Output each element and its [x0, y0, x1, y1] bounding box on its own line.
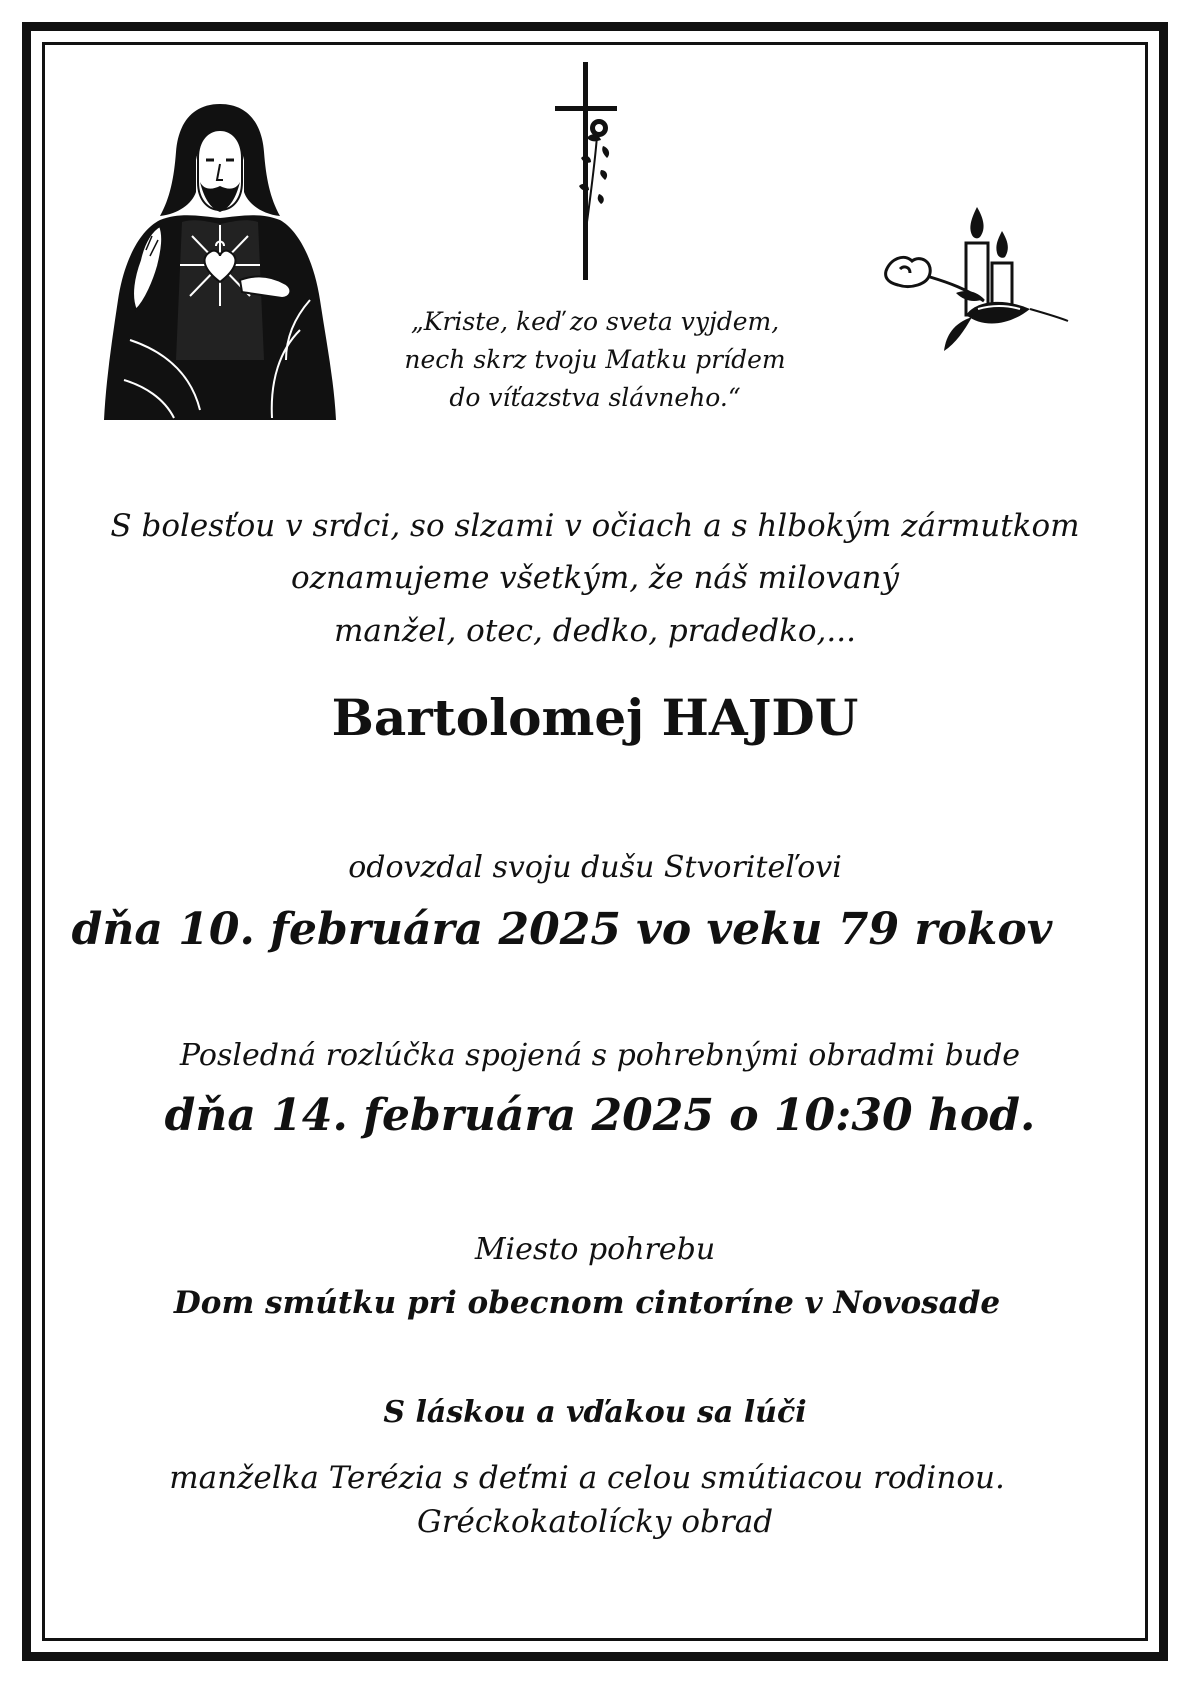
place-value: Dom smútku pri obecnom cintoríne v Novosade: [173, 1285, 1001, 1321]
closing-family-line: manželka Terézia s deťmi a celou smútiacou rodinou.: [169, 1460, 1005, 1496]
death-date-line: dňa 10. februára 2025 vo veku 79 rokov: [71, 904, 1053, 955]
announcement-line-3: manžel, otec, dedko, pradedko,...: [334, 613, 856, 649]
flame-small: [996, 231, 1007, 258]
quote-line-2: nech skrz tvoju Matku prídem: [404, 345, 786, 374]
place-label: Miesto pohrebu: [474, 1232, 716, 1267]
cross-horizontal: [555, 106, 617, 111]
funeral-date-line: dňa 14. februára 2025 o 10:30 hod.: [164, 1090, 1036, 1141]
cross-vertical: [583, 62, 588, 280]
quote-block: [0, 303, 1190, 417]
funeral-label: Posledná rozlúčka spojená s pohrebnými obradmi bude: [179, 1038, 1021, 1073]
death-label: odovzdal svoju dušu Stvoriteľovi: [348, 850, 842, 885]
quote-line-1: „Kriste, keď zo sveta vyjdem,: [410, 307, 780, 336]
deceased-name: Bartolomej HAJDU: [331, 688, 859, 747]
announcement-line-2: oznamujeme všetkým, že náš milovaný: [290, 560, 900, 596]
cross-with-rose-icon: [555, 62, 635, 282]
closing-rite-line: Gréckokatolícky obrad: [416, 1504, 774, 1540]
quote-line-3: do víťazstva slávneho.“: [449, 383, 741, 412]
closing-love-line: S láskou a vďakou sa lúči: [383, 1395, 807, 1430]
flame-large: [970, 207, 983, 238]
announcement-line-1: S bolesťou v srdci, so slzami v očiach a s hlbokým zármutkom: [110, 508, 1080, 544]
